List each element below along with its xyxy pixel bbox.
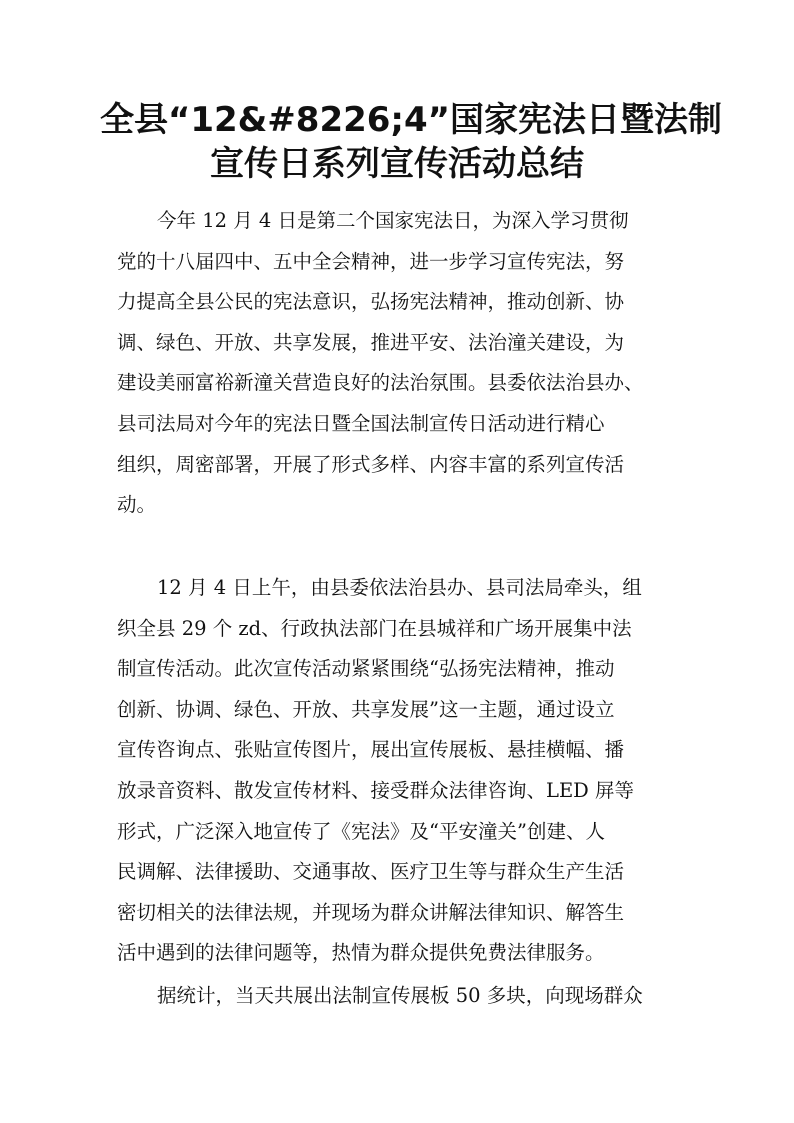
paragraph-3 xyxy=(117,976,677,1017)
paragraph-line: 制宣传活动。此次宣传活动紧紧围绕“弘扬宪法精神，推动 xyxy=(117,657,615,681)
paragraph-line: 今年 12 月 4 日是第二个国家宪法日，为深入学习贯彻 xyxy=(157,209,629,232)
paragraph-line: 动。 xyxy=(117,493,157,517)
paragraph-line: 放录音资料、散发宣传材料、接受群众法律咨询、LED 屏等 xyxy=(117,778,635,802)
title-line-1: 全县“12&#8226;4”国家宪法日暨法制 xyxy=(100,100,723,140)
paragraph-1 xyxy=(117,201,677,526)
paragraph-line: 县司法局对今年的宪法日暨全国法制宣传日活动进行精心 xyxy=(117,411,605,435)
paragraph-line: 创新、协调、绿色、开放、共享发展”这一主题，通过设立 xyxy=(117,697,615,721)
paragraph-line: 组织，周密部署，开展了形式多样、内容丰富的系列宣传活 xyxy=(117,452,625,476)
paragraph-line: 密切相关的法律法规，并现场为群众讲解法律知识、解答生 xyxy=(117,900,625,924)
paragraph-2 xyxy=(117,568,677,974)
paragraph-line: 调、绿色、开放、共享发展，推进平安、法治潼关建设，为 xyxy=(117,330,625,354)
paragraph-line: 活中遇到的法律问题等，热情为群众提供免费法律服务。 xyxy=(117,941,605,965)
document-title xyxy=(100,98,723,186)
paragraph-line: 据统计，当天共展出法制宣传展板 50 多块，向现场群众 xyxy=(157,984,643,1007)
paragraph-line: 力提高全县公民的宪法意识，弘扬宪法精神，推动创新、协 xyxy=(117,290,625,314)
paragraph-line: 民调解、法律援助、交通事故、医疗卫生等与群众生产生活 xyxy=(117,860,625,884)
paragraph-line: 建设美丽富裕新潼关营造良好的法治氛围。县委依法治县办、 xyxy=(117,371,644,395)
paragraph-line: 宣传咨询点、张贴宣传图片，展出宣传展板、悬挂横幅、播 xyxy=(117,738,625,762)
paragraph-line: 12 月 4 日上午，由县委依法治县办、县司法局牵头，组 xyxy=(157,576,642,599)
title-line-2: 宣传日系列宣传活动总结 xyxy=(210,144,584,184)
paragraph-line: 党的十八届四中、五中全会精神，进一步学习宣传宪法，努 xyxy=(117,249,625,273)
paragraph-line: 织全县 29 个 zd、行政执法部门在县城祥和广场开展集中法 xyxy=(117,616,632,640)
paragraph-line: 形式，广泛深入地宣传了《宪法》及“平安潼关”创建、人 xyxy=(117,819,605,843)
